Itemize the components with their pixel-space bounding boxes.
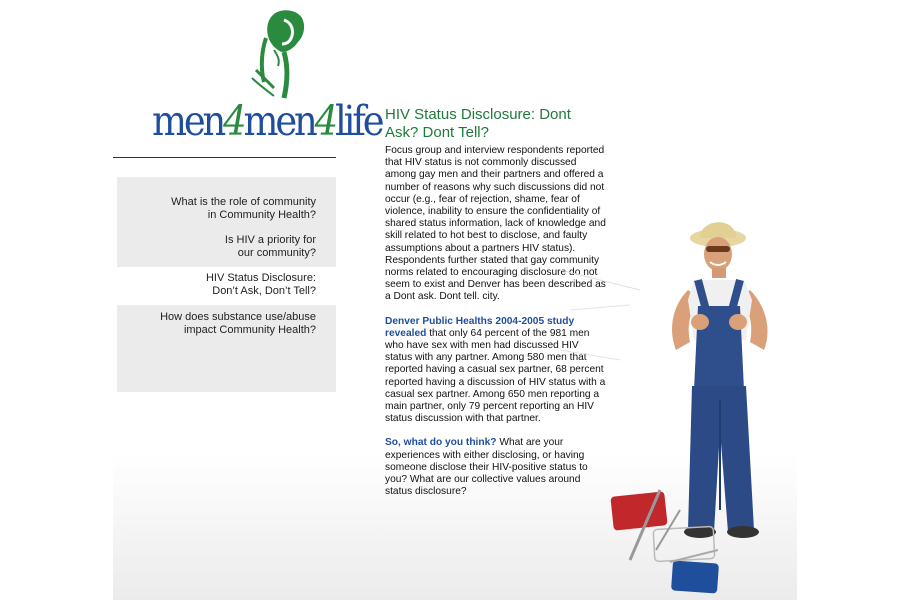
logo-text-men-2: men bbox=[243, 97, 315, 145]
paragraph-study: Denver Public Healths 2004-2005 study revealed that only 64 percent of the 981 men who have sex with men had discussed HIV status with any partner. Among 580 men that reported having a casual sex partner, 68 percent reported having a discussion of HIV status with a casual sex partner. Among 650 men reporting a main partner, only 79 percent reporting an HIV status discussion with that partner. bbox=[385, 315, 606, 425]
paragraph-focus-group: Focus group and interview respondents reported that HIV status is not commonly discussed among gay men and their partners and offered a number of reasons why such discussions did not occur (e.g., fear of rejection, shame, fear of violence, inability to ensure the confidentiality of shared status information, lack of knowledge and skill related to hot best to disclose, and faulty assumptions about a partners HIV status). Respondents further stated that gay community norms related to encouraging disclosure do not seem to exist and Denver has been described as a Dont ask. Dont tell. city. bbox=[385, 145, 606, 303]
logo-figure-icon bbox=[244, 8, 314, 108]
question-highlight: So, what do you think? bbox=[385, 437, 497, 449]
sidebar-nav bbox=[117, 177, 336, 392]
nav-item-community-role[interactable]: What is the role of community in Community Health? bbox=[171, 196, 316, 221]
paragraph-question: So, what do you think? What are your experiences with either disclosing, or having someone disclose their HIV-positive status to you? What are our collective values around status disclosure? bbox=[385, 437, 588, 498]
nav-item-hiv-priority[interactable]: Is HIV a priority for our community? bbox=[224, 234, 316, 259]
logo-text-life: life bbox=[334, 97, 382, 145]
logo-wordmark[interactable] bbox=[152, 96, 381, 146]
logo-text-men: men bbox=[152, 97, 224, 145]
man-in-overalls-image bbox=[560, 210, 800, 600]
nav-item-substance-use[interactable]: How does substance use/abuse impact Community Health? bbox=[160, 311, 316, 336]
logo-text-four-2: 4 bbox=[314, 97, 335, 145]
logo-text-four: 4 bbox=[223, 97, 244, 145]
nav-item-status-disclosure[interactable]: HIV Status Disclosure: Don’t Ask, Don’t Tell? bbox=[117, 267, 336, 305]
study-highlight: Denver Public Healths 2004-2005 study revealed bbox=[385, 315, 575, 339]
logo-divider bbox=[113, 157, 336, 158]
page-title: HIV Status Disclosure: Dont Ask? Dont Tell? bbox=[385, 106, 571, 141]
